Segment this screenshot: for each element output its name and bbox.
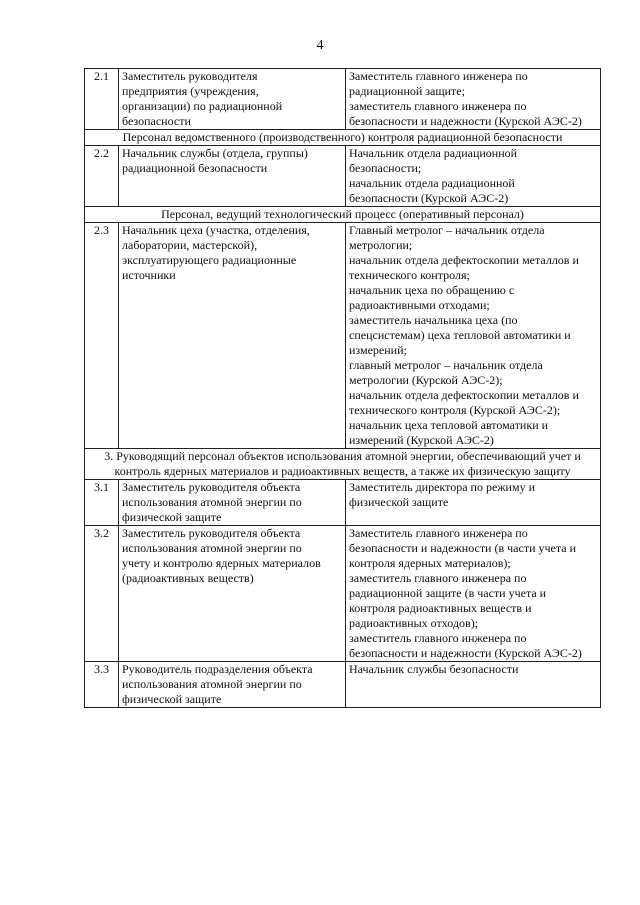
equivalent-position-cell: Главный метролог – начальник отдела метрологии; начальник отдела дефектоскопии металлов и технического контроля; начальник цеха по обращению с радиоактивными отходами; заместитель начальника цеха (по спецсистемам) цеха тепловой автоматики и измерений; главный метролог – начальник отдела метрологии (Курской АЭС-2); начальник отдела дефектоскопии металлов и технического контроля (Курской АЭС-2); начальник цеха тепловой автоматики и измерений (Курской АЭС-2): [346, 223, 601, 449]
equivalent-position-cell: Начальник службы безопасности: [346, 662, 601, 708]
row-number: 3.3: [85, 662, 119, 708]
equivalent-position-cell: Начальник отдела радиационной безопасности; начальник отдела радиационной безопасности (Курской АЭС-2): [346, 146, 601, 207]
table-row: [85, 526, 601, 662]
section-heading: 3. Руководящий персонал объектов использования атомной энергии, обеспечивающий учет и контроль ядерных материалов и радиоактивных веществ, а также их физическую защиту: [85, 449, 601, 480]
table-row: [85, 223, 601, 449]
section-row: [85, 130, 601, 146]
row-number: 3.2: [85, 526, 119, 662]
equivalent-position-cell: Заместитель главного инженера по радиационной защите; заместитель главного инженера по безопасности и надежности (Курской АЭС-2): [346, 69, 601, 130]
section-heading: Персонал, ведущий технологический процесс (оперативный персонал): [85, 207, 601, 223]
equivalent-position-cell: Заместитель директора по режиму и физической защите: [346, 480, 601, 526]
table-row: [85, 480, 601, 526]
row-number: 3.1: [85, 480, 119, 526]
row-number: 2.3: [85, 223, 119, 449]
positions-table: [84, 68, 601, 708]
section-heading: Персонал ведомственного (производственного) контроля радиационной безопасности: [85, 130, 601, 146]
position-cell: Заместитель руководителя объекта использования атомной энергии по учету и контролю ядерных материалов (радиоактивных веществ): [119, 526, 346, 662]
position-cell: Заместитель руководителя предприятия (учреждения, организации) по радиационной безопасности: [119, 69, 346, 130]
table-row: [85, 662, 601, 708]
table-row: [85, 146, 601, 207]
table-row: [85, 69, 601, 130]
equivalent-position-cell: Заместитель главного инженера по безопасности и надежности (в части учета и контроля ядерных материалов); заместитель главного инженера по радиационной защите (в части учета и контроля радиоактивных веществ и радиоактивных отходов); заместитель главного инженера по безопасности и надежности (Курской АЭС-2): [346, 526, 601, 662]
row-number: 2.1: [85, 69, 119, 130]
section-row: [85, 207, 601, 223]
row-number: 2.2: [85, 146, 119, 207]
position-cell: Руководитель подразделения объекта использования атомной энергии по физической защите: [119, 662, 346, 708]
page-number: 4: [316, 38, 324, 53]
position-cell: Начальник цеха (участка, отделения, лаборатории, мастерской), эксплуатирующего радиационные источники: [119, 223, 346, 449]
position-cell: Начальник службы (отдела, группы) радиационной безопасности: [119, 146, 346, 207]
section-row: [85, 449, 601, 480]
position-cell: Заместитель руководителя объекта использования атомной энергии по физической защите: [119, 480, 346, 526]
